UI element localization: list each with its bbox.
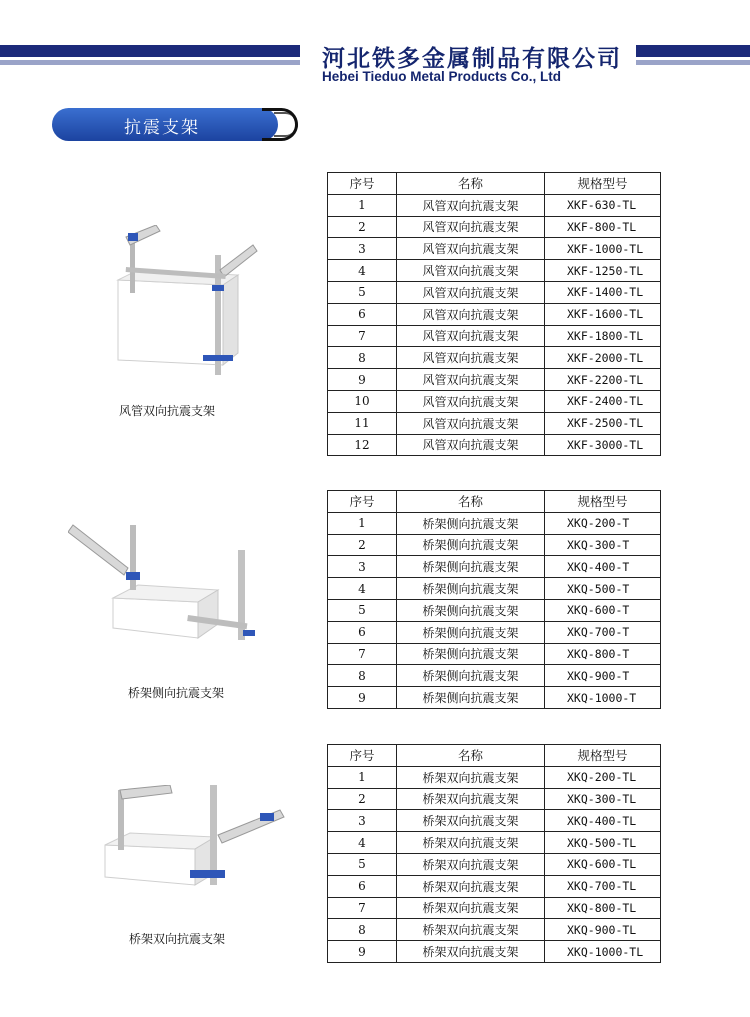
- table-row: [328, 238, 661, 260]
- cell-model: XKQ-400-TL: [545, 810, 661, 832]
- cell-name: 桥架双向抗震支架: [397, 875, 545, 897]
- table-row: [328, 599, 661, 621]
- cell-name: 风管双向抗震支架: [397, 303, 545, 325]
- cell-index: 6: [328, 875, 397, 897]
- cell-model: XKF-630-TL: [545, 194, 661, 216]
- cell-model: XKQ-400-T: [545, 556, 661, 578]
- cell-index: 5: [328, 281, 397, 303]
- table-row: [328, 897, 661, 919]
- cell-name: 桥架双向抗震支架: [397, 919, 545, 941]
- cell-index: 12: [328, 434, 397, 456]
- header-bar-left-light: [0, 60, 300, 65]
- cell-index: 9: [328, 687, 397, 709]
- table-row: [328, 194, 661, 216]
- cell-index: 4: [328, 260, 397, 282]
- cell-index: 7: [328, 643, 397, 665]
- cell-name: 桥架双向抗震支架: [397, 897, 545, 919]
- cell-index: 10: [328, 390, 397, 412]
- caption-duct-bracket: 风管双向抗震支架: [119, 404, 216, 418]
- cell-name: 桥架侧向抗震支架: [397, 621, 545, 643]
- table-row: [328, 325, 661, 347]
- header-model: 规格型号: [545, 745, 661, 767]
- cell-index: 1: [328, 766, 397, 788]
- cell-name: 桥架侧向抗震支架: [397, 534, 545, 556]
- cell-name: 风管双向抗震支架: [397, 369, 545, 391]
- cell-model: XKF-2400-TL: [545, 390, 661, 412]
- table-row: [328, 260, 661, 282]
- header-name: 名称: [397, 491, 545, 513]
- cell-index: 4: [328, 578, 397, 600]
- header-model: 规格型号: [545, 491, 661, 513]
- table-row: [328, 512, 661, 534]
- table-row: [328, 412, 661, 434]
- cell-index: 2: [328, 534, 397, 556]
- cell-index: 3: [328, 238, 397, 260]
- cell-index: 9: [328, 369, 397, 391]
- cell-index: 4: [328, 832, 397, 854]
- cell-index: 2: [328, 788, 397, 810]
- cell-model: XKF-1000-TL: [545, 238, 661, 260]
- cell-index: 8: [328, 919, 397, 941]
- caption-tray-bidirectional-bracket: 桥架双向抗震支架: [129, 932, 226, 946]
- cell-name: 桥架双向抗震支架: [397, 766, 545, 788]
- cell-model: XKQ-900-TL: [545, 919, 661, 941]
- cell-model: XKQ-700-TL: [545, 875, 661, 897]
- cell-index: 6: [328, 621, 397, 643]
- cell-name: 桥架侧向抗震支架: [397, 643, 545, 665]
- section-title-badge: [52, 108, 298, 146]
- cell-index: 5: [328, 599, 397, 621]
- table-row: [328, 941, 661, 963]
- cell-index: 3: [328, 810, 397, 832]
- header-model: 规格型号: [545, 173, 661, 195]
- tray-bidirectional-bracket-illustration: [100, 785, 290, 895]
- table-row: [328, 643, 661, 665]
- cell-index: 2: [328, 216, 397, 238]
- table-row: [328, 621, 661, 643]
- cell-model: XKF-2000-TL: [545, 347, 661, 369]
- cell-model: XKQ-300-T: [545, 534, 661, 556]
- table-row: [328, 853, 661, 875]
- table-row: [328, 665, 661, 687]
- header-bar-right-dark: [636, 45, 750, 57]
- table-row: [328, 216, 661, 238]
- table-row: [328, 832, 661, 854]
- cell-model: XKQ-600-T: [545, 599, 661, 621]
- cell-name: 风管双向抗震支架: [397, 347, 545, 369]
- cell-name: 桥架侧向抗震支架: [397, 665, 545, 687]
- badge-arc-outer: [262, 108, 298, 141]
- duct-bracket-illustration: [108, 225, 258, 395]
- table-row: [328, 687, 661, 709]
- table-row: [328, 919, 661, 941]
- cell-name: 风管双向抗震支架: [397, 412, 545, 434]
- table-row: [328, 766, 661, 788]
- cell-model: XKF-2200-TL: [545, 369, 661, 391]
- cell-model: XKQ-500-T: [545, 578, 661, 600]
- table-row: [328, 810, 661, 832]
- cell-index: 1: [328, 194, 397, 216]
- cell-model: XKF-3000-TL: [545, 434, 661, 456]
- header-name: 名称: [397, 173, 545, 195]
- cell-name: 桥架侧向抗震支架: [397, 578, 545, 600]
- cell-name: 桥架双向抗震支架: [397, 788, 545, 810]
- cell-model: XKQ-200-T: [545, 512, 661, 534]
- cell-index: 6: [328, 303, 397, 325]
- cell-name: 桥架侧向抗震支架: [397, 512, 545, 534]
- cell-name: 桥架双向抗震支架: [397, 941, 545, 963]
- header-bar-right-light: [636, 60, 750, 65]
- cell-model: XKQ-500-TL: [545, 832, 661, 854]
- cell-name: 风管双向抗震支架: [397, 260, 545, 282]
- company-name-en: Hebei Tieduo Metal Products Co., Ltd: [322, 69, 562, 84]
- cell-index: 7: [328, 325, 397, 347]
- cell-name: 桥架双向抗震支架: [397, 832, 545, 854]
- cell-name: 风管双向抗震支架: [397, 194, 545, 216]
- table-row: [328, 578, 661, 600]
- table-header-row: [328, 491, 661, 513]
- cell-name: 桥架侧向抗震支架: [397, 556, 545, 578]
- cell-index: 8: [328, 665, 397, 687]
- table-header-row: [328, 173, 661, 195]
- table-row: [328, 347, 661, 369]
- cell-name: 桥架双向抗震支架: [397, 853, 545, 875]
- cell-name: 风管双向抗震支架: [397, 238, 545, 260]
- cell-model: XKF-2500-TL: [545, 412, 661, 434]
- cell-index: 3: [328, 556, 397, 578]
- table-row: [328, 534, 661, 556]
- cell-model: XKQ-800-T: [545, 643, 661, 665]
- cell-index: 1: [328, 512, 397, 534]
- cell-model: XKQ-800-TL: [545, 897, 661, 919]
- cell-index: 9: [328, 941, 397, 963]
- cell-name: 风管双向抗震支架: [397, 434, 545, 456]
- cell-model: XKF-1800-TL: [545, 325, 661, 347]
- cell-model: XKQ-300-TL: [545, 788, 661, 810]
- section-title: 抗震支架: [124, 118, 200, 138]
- spec-table-tray-lateral: [327, 490, 661, 709]
- cell-index: 7: [328, 897, 397, 919]
- table-row: [328, 369, 661, 391]
- header-index: 序号: [328, 745, 397, 767]
- cell-index: 5: [328, 853, 397, 875]
- cell-model: XKQ-1000-TL: [545, 941, 661, 963]
- cell-model: XKF-1250-TL: [545, 260, 661, 282]
- cell-model: XKF-1600-TL: [545, 303, 661, 325]
- cell-name: 桥架侧向抗震支架: [397, 687, 545, 709]
- cell-model: XKF-800-TL: [545, 216, 661, 238]
- table-row: [328, 556, 661, 578]
- spec-table-duct: [327, 172, 661, 456]
- table-row: [328, 281, 661, 303]
- cell-name: 风管双向抗震支架: [397, 281, 545, 303]
- cell-model: XKQ-1000-T: [545, 687, 661, 709]
- header-name: 名称: [397, 745, 545, 767]
- header-index: 序号: [328, 491, 397, 513]
- header-bar-left-dark: [0, 45, 300, 57]
- table-row: [328, 303, 661, 325]
- cell-name: 风管双向抗震支架: [397, 216, 545, 238]
- cell-name: 风管双向抗震支架: [397, 325, 545, 347]
- cell-model: XKQ-200-TL: [545, 766, 661, 788]
- table-row: [328, 788, 661, 810]
- table-row: [328, 875, 661, 897]
- company-name-cn: 河北铁多金属制品有限公司: [322, 46, 622, 72]
- caption-tray-lateral-bracket: 桥架侧向抗震支架: [128, 686, 225, 700]
- header-index: 序号: [328, 173, 397, 195]
- table-row: [328, 434, 661, 456]
- cell-name: 桥架双向抗震支架: [397, 810, 545, 832]
- table-header-row: [328, 745, 661, 767]
- cell-model: XKQ-700-T: [545, 621, 661, 643]
- cell-name: 桥架侧向抗震支架: [397, 599, 545, 621]
- table-row: [328, 390, 661, 412]
- cell-model: XKF-1400-TL: [545, 281, 661, 303]
- cell-name: 风管双向抗震支架: [397, 390, 545, 412]
- tray-lateral-bracket-illustration: [68, 520, 268, 660]
- cell-index: 11: [328, 412, 397, 434]
- cell-index: 8: [328, 347, 397, 369]
- cell-model: XKQ-900-T: [545, 665, 661, 687]
- cell-model: XKQ-600-TL: [545, 853, 661, 875]
- spec-table-tray-bidirectional: [327, 744, 661, 963]
